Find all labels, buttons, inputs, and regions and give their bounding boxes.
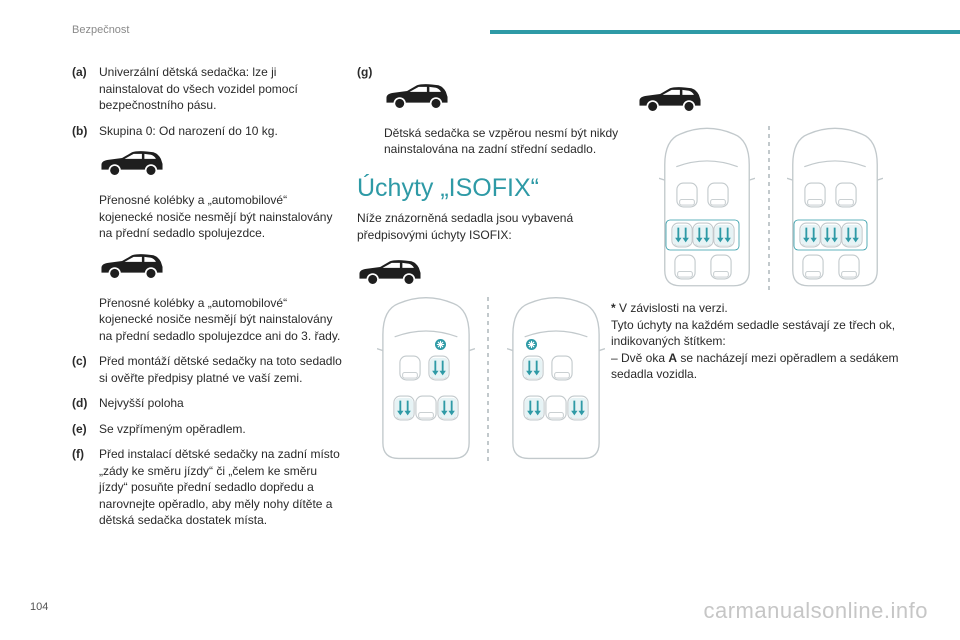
car-silhouette-icon [384, 81, 450, 111]
legend-key: (c) [72, 354, 87, 368]
legend-text-g: Dětská sedačka se vzpěrou nesmí být nikdy nainstalována na zadní střední sedadlo. [384, 125, 619, 156]
isofix-seat-diagram-3-rows [611, 124, 901, 294]
legend-item-c [72, 353, 342, 386]
footnote-line-1: * V závislosti na verzi. [611, 301, 728, 315]
car-illustration [637, 84, 901, 114]
legend-item-f [72, 446, 342, 529]
watermark: carmanualsonline.info [703, 598, 928, 623]
car-illustration [72, 251, 342, 281]
car-top-view-left [377, 298, 475, 459]
legend-key: (e) [72, 421, 87, 436]
warning-note-2: Přenosné kolébky a „automobilové“ kojenecké nosiče nesmějí být nainstalovány na přední sedadlo spolujezdce ani do 3. řady. [99, 295, 341, 343]
isofix-seat-diagram-2-rows [357, 295, 627, 465]
column-left [72, 64, 342, 538]
car-silhouette-icon [637, 84, 703, 114]
car-top-view-left [659, 128, 755, 285]
legend-key: (f) [72, 447, 84, 461]
isofix-intro: Níže znázorněná sedadla jsou vybavená předpisovými úchyty ISOFIX: [357, 211, 574, 242]
legend-key: (b) [72, 123, 88, 138]
legend-text: Před instalací dětské sedačky na zadní místo „zády ke směru jízdy“ či „čelem ke směru jízdy“ posuňte přední sedadlo dopředu a narovnejte opěradlo, aby měly nohy dítěte a dětská sedačka dostatek místa. [99, 447, 340, 527]
car-silhouette-icon [357, 257, 423, 287]
warning-note-1: Přenosné kolébky a „automobilové“ kojenecké nosiče nesmějí být nainstalovány na přední sedadlo spolujezdce. [99, 193, 333, 240]
footnote-line-2: Tyto úchyty na každém sedadle sestávají ze třech ok, indikovaných štítkem: [611, 317, 896, 348]
car-top-view-right [507, 298, 605, 459]
legend-text: Nejvyšší poloha [99, 396, 184, 410]
legend-key: (g) [357, 65, 373, 79]
legend-item-g [357, 64, 627, 81]
footnote-star: * [611, 301, 616, 315]
page-number: 104 [30, 601, 49, 613]
footnote-line-3: – Dvě oka A se nacházejí mezi opěradlem a sedákem sedadla vozidla. [611, 350, 899, 381]
car-top-view-right [787, 128, 883, 285]
legend-key: (d) [72, 396, 88, 410]
footnote [611, 300, 901, 383]
legend-item-d [72, 395, 342, 412]
column-right [611, 64, 901, 383]
section-heading-isofix: Úchyty „ISOFIX“ [357, 173, 539, 202]
column-middle [357, 64, 627, 465]
legend-item-b [72, 123, 342, 140]
legend-text: Se vzpřímeným opěradlem. [99, 421, 246, 436]
legend-text: Skupina 0: Od narození do 10 kg. [99, 123, 278, 138]
legend-key: (a) [72, 65, 87, 79]
car-silhouette-icon [99, 251, 165, 281]
legend-item-e [72, 421, 342, 438]
car-illustration [357, 81, 627, 111]
car-illustration [72, 148, 342, 178]
section-header: Bezpečnost [72, 24, 130, 36]
legend-text: Univerzální dětská sedačka: lze ji nainstalovat do všech vozidel pomocí bezpečnostního pásu. [99, 65, 298, 112]
car-illustration [357, 257, 627, 287]
legend-text: Před montáží dětské sedačky na toto sedadlo si ověřte předpisy platné ve vaší zemi. [99, 354, 342, 385]
header-accent-bar [490, 30, 960, 34]
car-silhouette-icon [99, 148, 165, 178]
legend-item-a [72, 64, 342, 114]
